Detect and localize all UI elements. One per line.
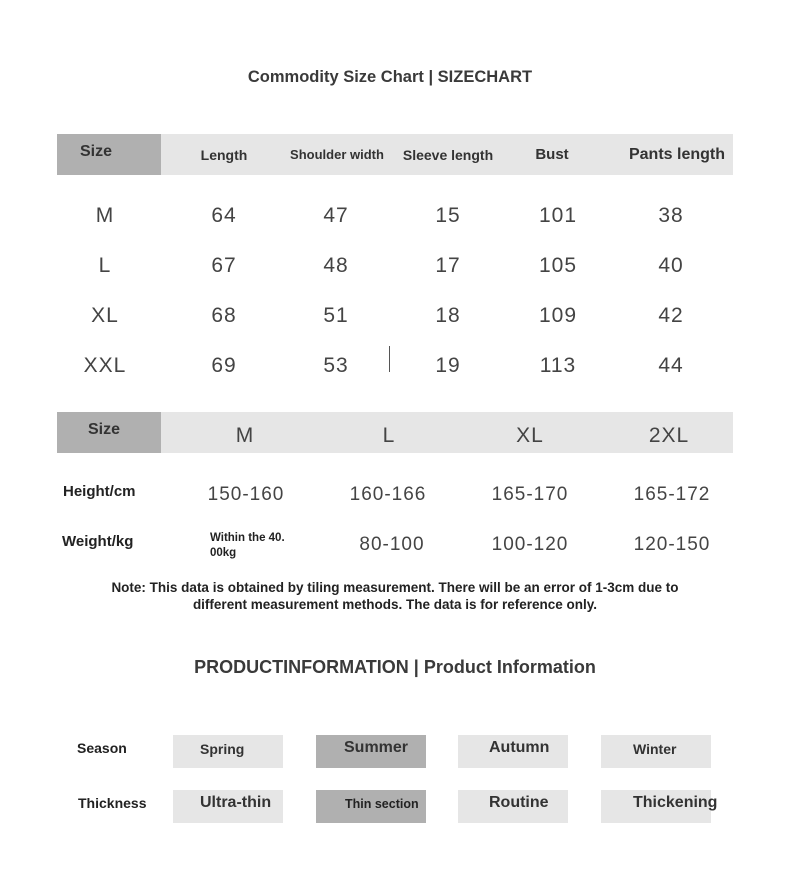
- header-pants-length: Pants length: [628, 146, 725, 163]
- note-line-2: different measurement methods. The data is for reference only.: [192, 597, 598, 612]
- cell-pants-length: 40: [658, 254, 684, 277]
- cell-bust: 113: [539, 354, 577, 377]
- measurement-note: [0, 579, 790, 613]
- season-option-summer[interactable]: [316, 735, 426, 768]
- season-option-label: Summer: [344, 739, 409, 756]
- cell-weight-m: Within the 40. 00kg: [210, 532, 285, 559]
- cell-pants-length: 38: [658, 204, 684, 227]
- thickness-option-label: Thickening: [633, 794, 718, 811]
- cell-shoulder-width: 48: [323, 254, 349, 277]
- header-length: Length: [200, 147, 248, 163]
- cell-pants-length: 42: [658, 304, 684, 327]
- header-size-m: M: [235, 424, 255, 447]
- season-label: Season: [77, 740, 127, 756]
- header-size-xl: XL: [516, 424, 544, 447]
- thickness-option-label: Routine: [489, 794, 549, 811]
- cell-shoulder-width: 53: [323, 354, 349, 377]
- cell-size: M: [95, 204, 115, 227]
- cell-weight-2xl: 120-150: [633, 534, 711, 555]
- season-option-autumn[interactable]: [458, 735, 568, 768]
- season-option-label: Spring: [200, 741, 245, 757]
- thickness-option-label: Ultra-thin: [200, 794, 272, 811]
- cell-sleeve-length: 19: [435, 354, 461, 377]
- header-shoulder-width: Shoulder width: [290, 147, 384, 162]
- cell-bust: 101: [538, 204, 578, 227]
- cell-sleeve-length: 18: [435, 304, 461, 327]
- cell-weight-l: 80-100: [359, 534, 425, 555]
- thickness-option-label: Thin section: [345, 797, 419, 811]
- cell-pants-length: 44: [658, 354, 684, 377]
- header-size: Size: [88, 421, 121, 438]
- cell-bust: 109: [538, 304, 578, 327]
- size-chart-title: Commodity Size Chart | SIZECHART: [247, 68, 533, 86]
- season-option-label: Winter: [633, 741, 677, 757]
- header-size-l: L: [382, 424, 396, 447]
- cell-bust: 105: [538, 254, 578, 277]
- note-line-1: Note: This data is obtained by tiling measurement. There will be an error of 1-3cm due to: [111, 580, 679, 595]
- divider: [389, 346, 390, 372]
- thickness-option-routine[interactable]: [458, 790, 568, 823]
- cell-length: 69: [211, 354, 237, 377]
- season-option-spring[interactable]: [173, 735, 283, 768]
- cell-shoulder-width: 51: [323, 304, 349, 327]
- header-size: Size: [80, 143, 113, 160]
- thickness-option-ultra-thin[interactable]: [173, 790, 283, 823]
- cell-sleeve-length: 15: [435, 204, 461, 227]
- product-info-title: PRODUCTINFORMATION | Product Information: [194, 657, 596, 677]
- row-label-weight: Weight/kg: [62, 533, 134, 550]
- cell-size: XL: [91, 304, 119, 327]
- cell-size: XXL: [83, 354, 127, 377]
- header-bust: Bust: [535, 146, 569, 163]
- header-size-2xl: 2XL: [648, 424, 690, 447]
- row-label-height: Height/cm: [63, 483, 136, 500]
- season-option-label: Autumn: [489, 739, 550, 756]
- cell-size: L: [98, 254, 112, 277]
- cell-shoulder-width: 47: [323, 204, 349, 227]
- thickness-option-thickening[interactable]: [601, 790, 718, 823]
- cell-length: 67: [211, 254, 237, 277]
- cell-length: 64: [211, 204, 237, 227]
- cell-height-2xl: 165-172: [633, 484, 711, 505]
- thickness-option-thin-section[interactable]: [316, 790, 426, 823]
- cell-sleeve-length: 17: [435, 254, 461, 277]
- cell-height-m: 150-160: [207, 484, 285, 505]
- cell-height-xl: 165-170: [491, 484, 569, 505]
- cell-length: 68: [211, 304, 237, 327]
- header-sleeve-length: Sleeve length: [402, 147, 494, 163]
- season-option-winter[interactable]: [601, 735, 711, 768]
- thickness-label: Thickness: [78, 795, 147, 811]
- cell-weight-xl: 100-120: [491, 534, 569, 555]
- cell-height-l: 160-166: [349, 484, 427, 505]
